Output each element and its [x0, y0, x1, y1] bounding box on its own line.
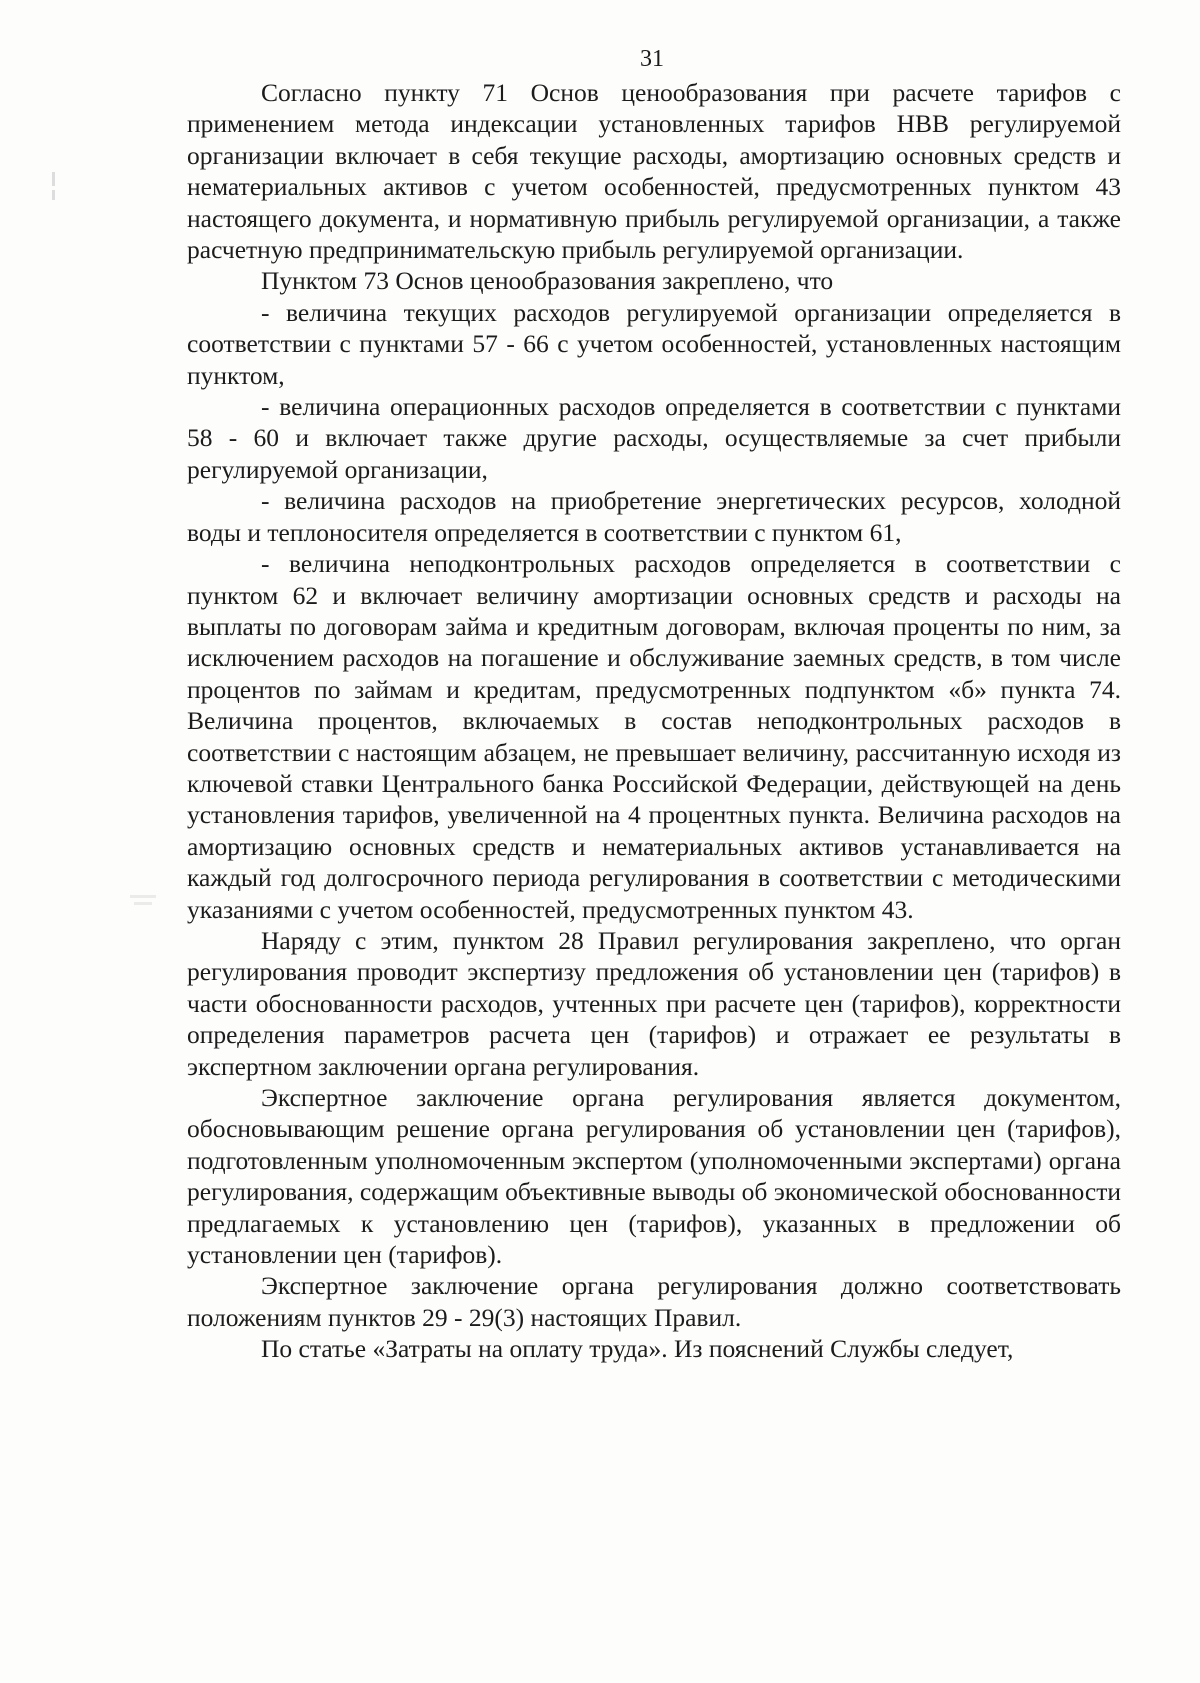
scan-artifact [52, 172, 55, 186]
list-item: - величина неподконтрольных расходов определяется в соответствии с пунктом 62 и включает величину амортизации основных средств и расходы на выплаты по договорам займа и кредитным договорам, включая проценты по ним, за исключением расходов на погашение и обслуживание заемных средств, в том числе процентов по займам и кредитам, предусмотренных подпунктом «б» пункта 74. Величина процентов, включаемых в состав неподконтрольных расходов в соответствии с настоящим абзацем, не превышает величину, рассчитанную исходя из ключевой ставки Центрального банка Российской Федерации, действующей на день установления тарифов, увеличенной на 4 процентных пункта. Величина расходов на амортизацию основных средств и нематериальных активов устанавливается на каждый год долгосрочного периода регулирования в соответствии с методическими указаниями с учетом особенностей, предусмотренных пунктом 43. [187, 549, 1121, 924]
list-item: - величина текущих расходов регулируемой организации определяется в соответствии с пунктами 57 - 66 с учетом особенностей, установленных настоящим пунктом, [187, 297, 1121, 390]
paragraph: Согласно пункту 71 Основ ценообразования при расчете тарифов с применением метода индексации установленных тарифов НВВ регулируемой организации включает в себя текущие расходы, амортизацию основных средств и нематериальных активов с учетом особенностей, предусмотренных пунктом 43 настоящего документа, и нормативную прибыль регулируемой организации, а также расчетную предпринимательскую прибыль регулируемой организации. [187, 78, 1121, 265]
paragraph: Наряду с этим, пунктом 28 Правил регулирования закреплено, что орган регулирования проводит экспертизу предложения об установлении цен (тарифов) в части обоснованности расходов, учтенных при расчете цен (тарифов), корректности определения параметров расчета цен (тарифов) и отражает ее результаты в экспертном заключении органа регулирования. [187, 925, 1121, 1081]
paragraph: Пунктом 73 Основ ценообразования закреплено, что [261, 266, 834, 296]
paragraph: По статье «Затраты на оплату труда». Из пояснений Службы следует, [261, 1334, 1014, 1364]
page-number: 31 [640, 46, 664, 72]
paragraph: Экспертное заключение органа регулирования является документом, обосновывающим решение органа регулирования об установлении цен (тарифов), подготовленным уполномоченным экспертом (уполномоченными экспертами) органа регулирования, содержащим объективные выводы об экономической обоснованности предлагаемых к установлению цен (тарифов), указанных в предложении об установлении цен (тарифов). [187, 1083, 1121, 1270]
list-item: - величина операционных расходов определяется в соответствии с пунктами 58 - 60 и включает также другие расходы, осуществляемые за счет прибыли регулируемой организации, [187, 392, 1121, 484]
document-body [187, 77, 1121, 1365]
scan-artifact [130, 895, 156, 898]
scan-artifact [134, 902, 152, 905]
list-item: - величина расходов на приобретение энергетических ресурсов, холодной воды и теплоносителя определяется в соответствии с пунктом 61, [187, 486, 1121, 547]
paragraph: Экспертное заключение органа регулирования должно соответствовать положениям пунктов 29 - 29(3) настоящих Правил. [187, 1271, 1121, 1332]
scan-artifact [52, 190, 55, 200]
